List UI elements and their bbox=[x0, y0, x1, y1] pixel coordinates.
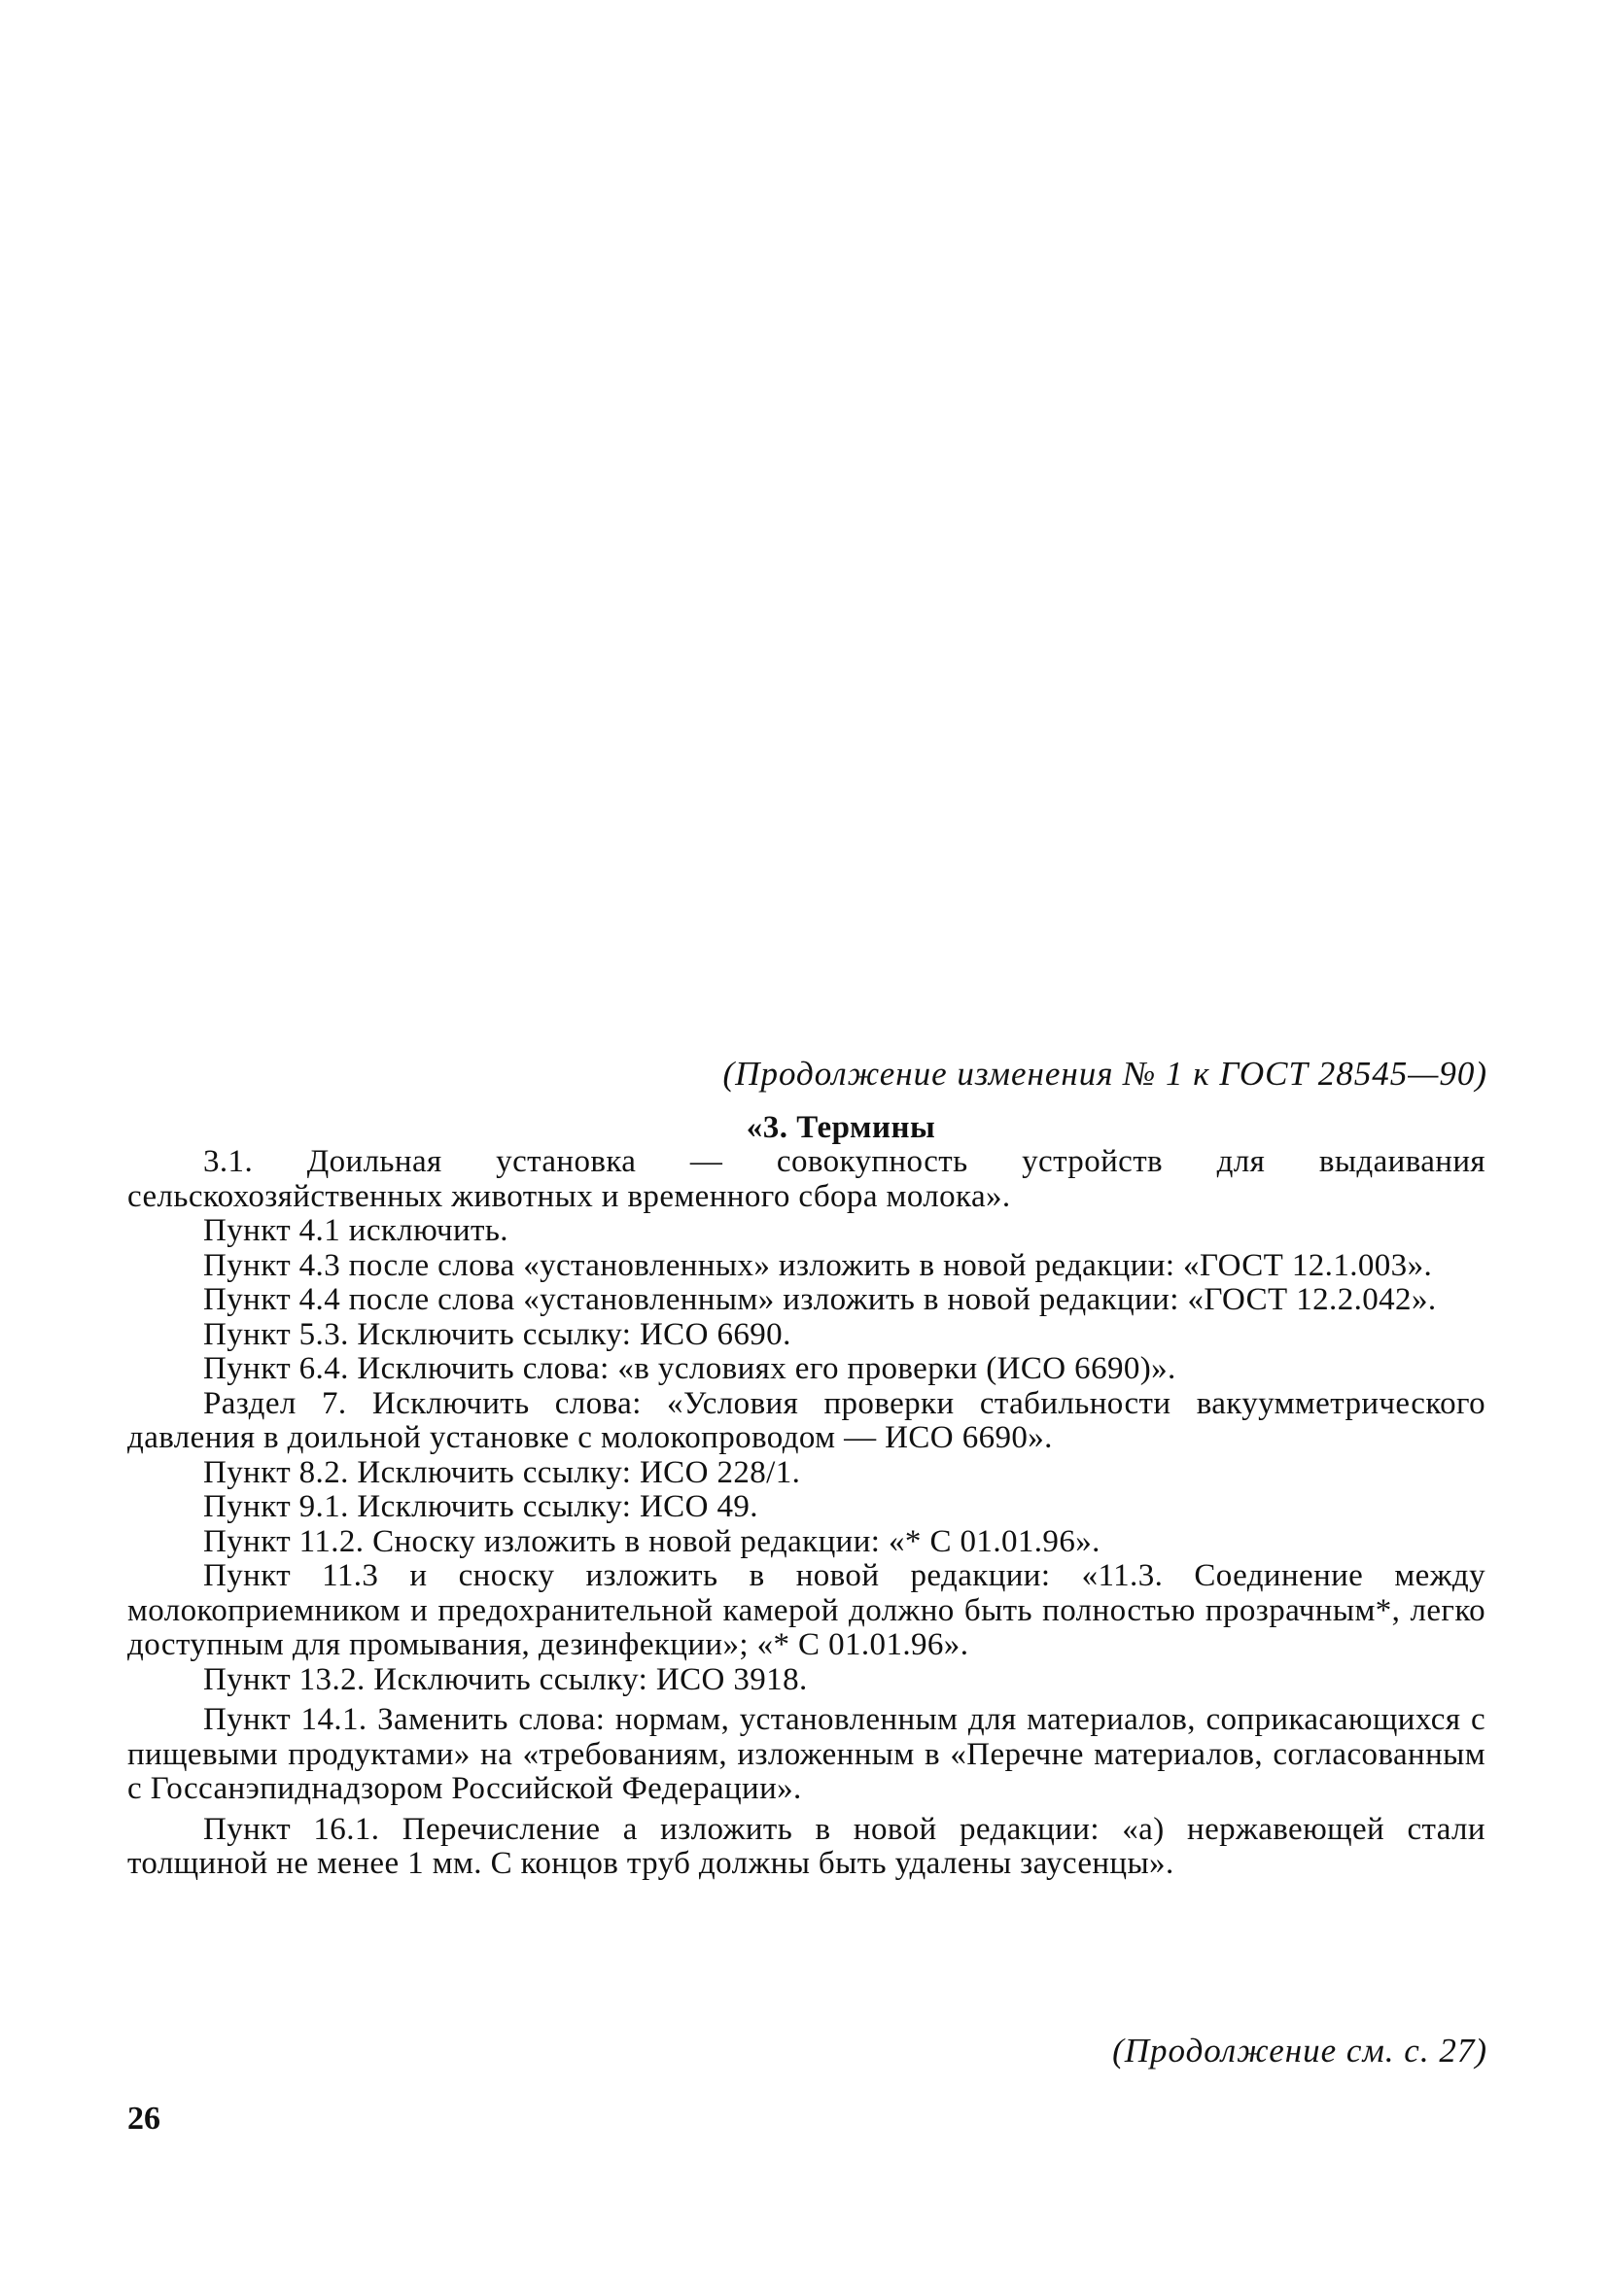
paragraph-13-2: Пункт 13.2. Исключить ссылку: ИСО 3918. bbox=[203, 1661, 808, 1697]
document-body bbox=[127, 1145, 1485, 1882]
paragraph-9-1: Пункт 9.1. Исключить ссылку: ИСО 49. bbox=[203, 1489, 758, 1524]
paragraph-16-1: Пункт 16.1. Перечисление а изложить в новой редакции: «а) нержавеющей стали толщиной не менее 1 мм. С концов труб должны быть удалены заусенцы». bbox=[127, 1811, 1485, 1881]
continuation-header: (Продолжение изменения № 1 к ГОСТ 28545—90) bbox=[722, 1055, 1487, 1093]
paragraph-4-1: Пункт 4.1 исключить. bbox=[203, 1213, 508, 1248]
paragraph-6-4: Пункт 6.4. Исключить слова: «в условиях его проверки (ИСО 6690)». bbox=[203, 1351, 1176, 1386]
paragraph-3-1: 3.1. Доильная установка — совокупность устройств для выдаивания сельскохозяйственных животных и временного сбора молока». bbox=[127, 1144, 1485, 1214]
page-number: 26 bbox=[127, 2101, 160, 2137]
paragraph-5-3: Пункт 5.3. Исключить ссылку: ИСО 6690. bbox=[203, 1316, 791, 1352]
paragraph-11-3: Пункт 11.3 и сноску изложить в новой редакции: «11.3. Соединение между молокоприемником и предохранительной камерой должно быть полностью прозрачным*, легко доступным для промывания, дезинфекции»; «* С 01.01.96». bbox=[127, 1558, 1485, 1662]
paragraph-14-1: Пункт 14.1. Заменить слова: нормам, установленным для материалов, соприкасающихся с пищевыми продуктами» на «требованиям, изложенным в «Перечне материалов, согласованным с Госсанэпиднадзором Российской Федерации». bbox=[127, 1702, 1485, 1806]
paragraph-8-2: Пункт 8.2. Исключить ссылку: ИСО 228/1. bbox=[203, 1454, 801, 1490]
continuation-footer-note: (Продолжение см. с. 27) bbox=[1112, 2032, 1487, 2070]
paragraph-section-7: Раздел 7. Исключить слова: «Условия проверки стабильности вакуумметрического давления в доильной установке с молокопроводом — ИСО 6690». bbox=[127, 1385, 1485, 1455]
paragraph-11-2: Пункт 11.2. Сноску изложить в новой редакции: «* С 01.01.96». bbox=[203, 1523, 1100, 1559]
paragraph-4-3: Пункт 4.3 после слова «установленных» изложить в новой редакции: «ГОСТ 12.1.003». bbox=[203, 1247, 1433, 1283]
section-title: «3. Термины bbox=[746, 1110, 936, 1145]
paragraph-4-4: Пункт 4.4 после слова «установленным» изложить в новой редакции: «ГОСТ 12.2.042». bbox=[203, 1282, 1437, 1317]
